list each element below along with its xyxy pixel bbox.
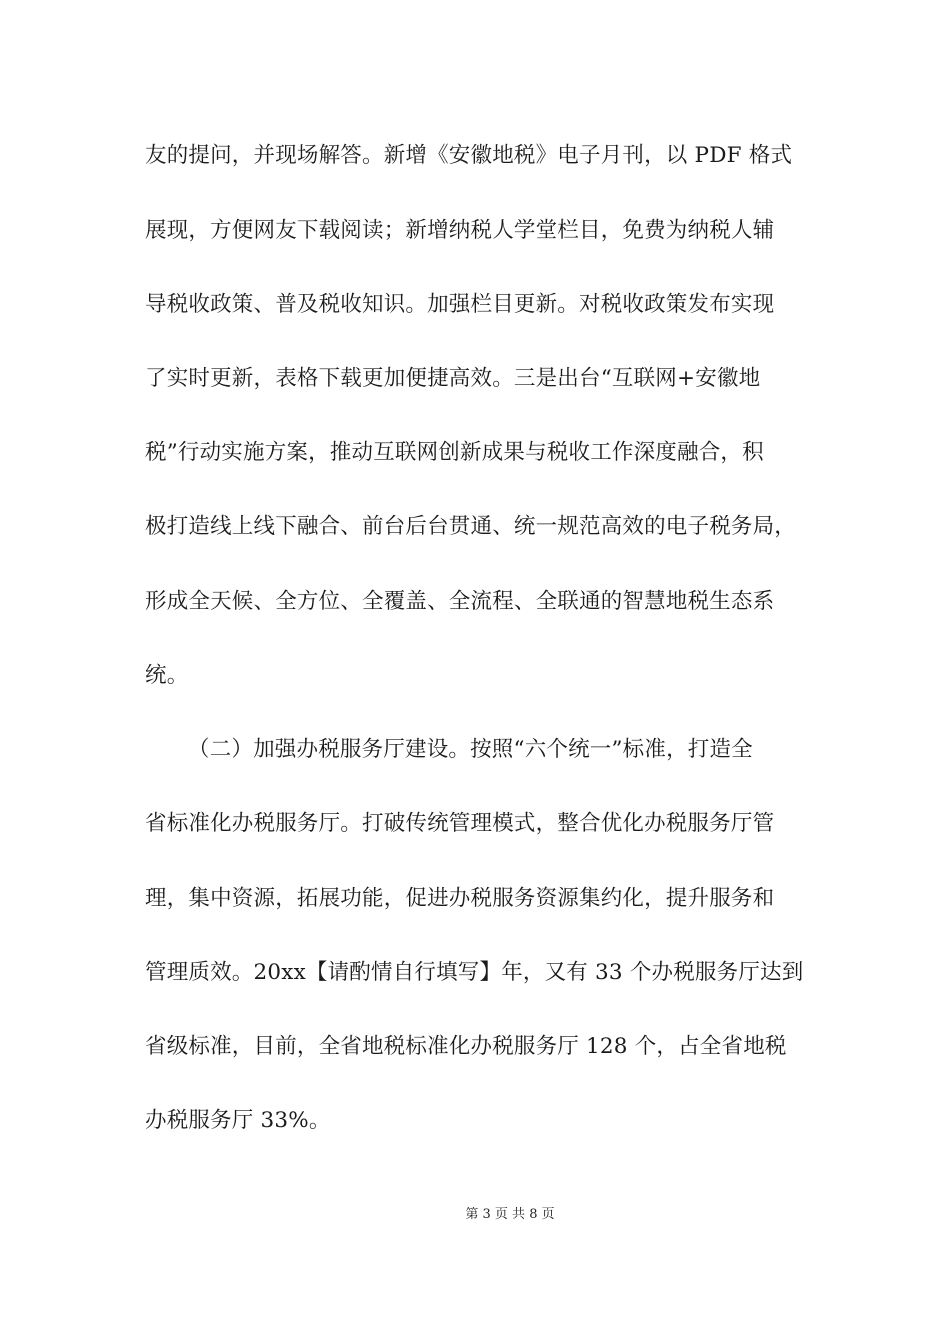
- text-line: 统。: [145, 663, 189, 688]
- text-line: （二）加强办税服务厅建设。按照“六个统一”标准，打造全: [188, 737, 753, 762]
- text-line: 管理质效。20xx【请酌情自行填写】年，又有 33 个办税服务厅达到: [145, 960, 804, 985]
- page-number: 第 3 页 共 8 页: [465, 1207, 555, 1222]
- text-line: 导税收政策、普及税收知识。加强栏目更新。对税收政策发布实现: [145, 292, 775, 317]
- text-line: 友的提问，并现场解答。新增《安徽地税》电子月刊，以 PDF 格式: [145, 143, 793, 168]
- text-line: 税”行动实施方案，推动互联网创新成果与税收工作深度融合，积: [145, 440, 764, 465]
- text-line: 形成全天候、全方位、全覆盖、全流程、全联通的智慧地税生态系: [145, 589, 775, 614]
- text-line: 省级标准，目前，全省地税标准化办税服务厅 128 个，占全省地税: [145, 1034, 787, 1059]
- text-line: 极打造线上线下融合、前台后台贯通、统一规范高效的电子税务局，: [145, 514, 797, 539]
- text-line: 办税服务厅 33%。: [145, 1108, 331, 1133]
- text-line: 展现，方便网友下载阅读；新增纳税人学堂栏目，免费为纳税人辅: [145, 218, 775, 243]
- text-line: 理，集中资源，拓展功能，促进办税服务资源集约化，提升服务和: [145, 886, 775, 911]
- text-line: 了实时更新，表格下载更加便捷高效。三是出台“互联网+安徽地: [145, 366, 761, 391]
- text-line: 省标准化办税服务厅。打破传统管理模式，整合优化办税服务厅管: [145, 811, 775, 836]
